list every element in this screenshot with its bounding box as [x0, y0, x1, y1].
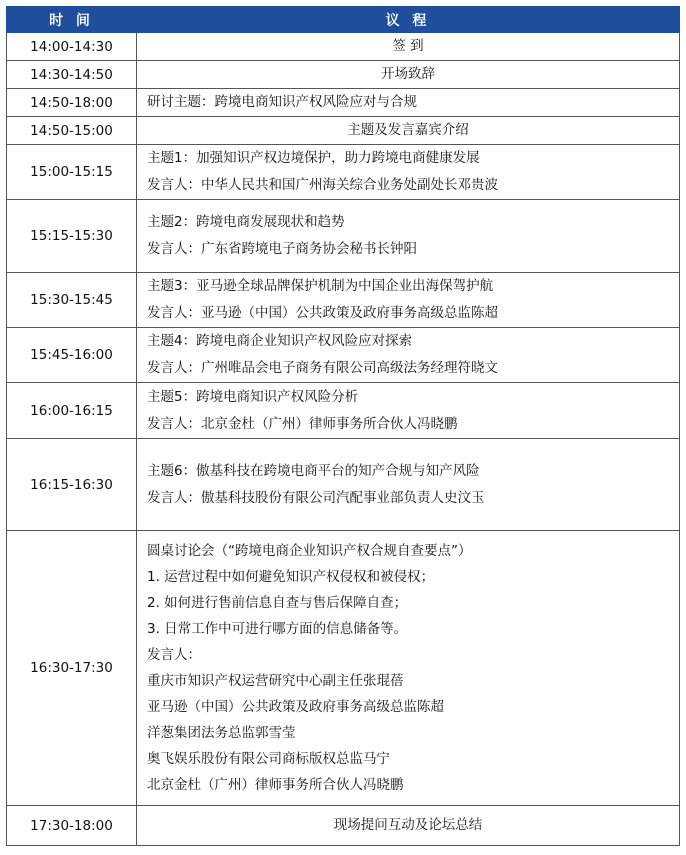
- agenda-line: 圆桌讨论会（“跨境电商企业知识产权合规自查要点”）: [147, 543, 472, 559]
- header-agenda: 议 程: [137, 7, 680, 33]
- time-cell: 14:50-15:00: [7, 117, 137, 145]
- time-cell: 15:15-15:30: [7, 200, 137, 273]
- table-row: [7, 383, 680, 439]
- agenda-cell: [137, 61, 680, 89]
- agenda-line: 亚马逊（中国）公共政策及政府事务高级总监陈超: [147, 699, 444, 715]
- agenda-cell: [137, 439, 680, 531]
- agenda-line: 开场致辞: [381, 66, 435, 82]
- agenda-line: 主题4：跨境电商企业知识产权风险应对探索: [147, 333, 413, 349]
- agenda-line: 发言人：中华人民共和国广州海关综合业务处副处长邓贵波: [147, 177, 498, 193]
- time-cell: 14:50-18:00: [7, 89, 137, 117]
- agenda-line: 研讨主题：跨境电商知识产权风险应对与合规: [147, 94, 417, 110]
- table-row: [7, 806, 680, 846]
- table-row: [7, 145, 680, 200]
- agenda-line: 主题6：傲基科技在跨境电商平台的知产合规与知产风险: [147, 462, 480, 479]
- agenda-cell: [137, 33, 680, 61]
- time-cell: 16:00-16:15: [7, 383, 137, 439]
- table-header-row: [7, 7, 680, 33]
- agenda-line: 发言人：北京金杜（广州）律师事务所合伙人冯晓鹏: [147, 415, 458, 432]
- table-row: [7, 117, 680, 145]
- time-cell: 15:00-15:15: [7, 145, 137, 200]
- agenda-line: 主题5：跨境电商知识产权风险分析: [147, 388, 359, 405]
- agenda-line: 1. 运营过程中如何避免知识产权侵权和被侵权；: [147, 569, 435, 585]
- agenda-line: 3. 日常工作中可进行哪方面的信息储备等。: [147, 621, 408, 637]
- agenda-line: 主题1：加强知识产权边境保护，助力跨境电商健康发展: [147, 150, 480, 166]
- time-cell: 16:30-17:30: [7, 531, 137, 806]
- time-cell: 17:30-18:00: [7, 806, 137, 846]
- agenda-table: [6, 6, 680, 846]
- table-row: [7, 89, 680, 117]
- agenda-cell: [137, 273, 680, 328]
- table-row: [7, 273, 680, 328]
- table-row: [7, 61, 680, 89]
- agenda-line: 主题3：亚马逊全球品牌保护机制为中国企业出海保驾护航: [147, 278, 494, 294]
- agenda-cell: [137, 328, 680, 383]
- agenda-cell: [137, 89, 680, 117]
- table-row: [7, 531, 680, 806]
- agenda-line: 发言人：广东省跨境电子商务协会秘书长钟阳: [147, 241, 417, 257]
- agenda-line: 北京金杜（广州）律师事务所合伙人冯晓鹏: [147, 777, 404, 793]
- time-cell: 15:45-16:00: [7, 328, 137, 383]
- time-cell: 14:30-14:50: [7, 61, 137, 89]
- time-cell: 16:15-16:30: [7, 439, 137, 531]
- table-row: [7, 439, 680, 531]
- agenda-line: 主题及发言嘉宾介绍: [347, 122, 469, 138]
- agenda-line: 发言人：傲基科技股份有限公司汽配事业部负责人史汶玉: [147, 489, 485, 506]
- time-cell: 15:30-15:45: [7, 273, 137, 328]
- agenda-line: 发言人：亚马逊（中国）公共政策及政府事务高级总监陈超: [147, 305, 498, 321]
- agenda-line: 2. 如何进行售前信息自查与售后保障自查；: [147, 595, 408, 611]
- agenda-cell: [137, 383, 680, 439]
- agenda-cell: [137, 145, 680, 200]
- agenda-line: 发言人：广州唯品会电子商务有限公司高级法务经理符晓文: [147, 360, 498, 376]
- header-time: 时 间: [7, 7, 137, 33]
- agenda-line: 现场提问互动及论坛总结: [333, 817, 483, 833]
- agenda-line: 洋葱集团法务总监郭雪莹: [147, 725, 296, 741]
- agenda-cell: [137, 117, 680, 145]
- agenda-line: 发言人：: [147, 647, 201, 663]
- table-row: [7, 33, 680, 61]
- table-row: [7, 328, 680, 383]
- agenda-cell: [137, 200, 680, 273]
- agenda-line: 主题2：跨境电商发展现状和趋势: [147, 214, 345, 230]
- agenda-line: 奥飞娱乐股份有限公司商标版权总监马宁: [147, 751, 390, 767]
- time-cell: 14:00-14:30: [7, 33, 137, 61]
- agenda-line: 签 到: [392, 38, 424, 54]
- agenda-cell: [137, 531, 680, 806]
- agenda-line: 重庆市知识产权运营研究中心副主任张琨蓓: [147, 673, 404, 689]
- agenda-cell: [137, 806, 680, 846]
- table-row: [7, 200, 680, 273]
